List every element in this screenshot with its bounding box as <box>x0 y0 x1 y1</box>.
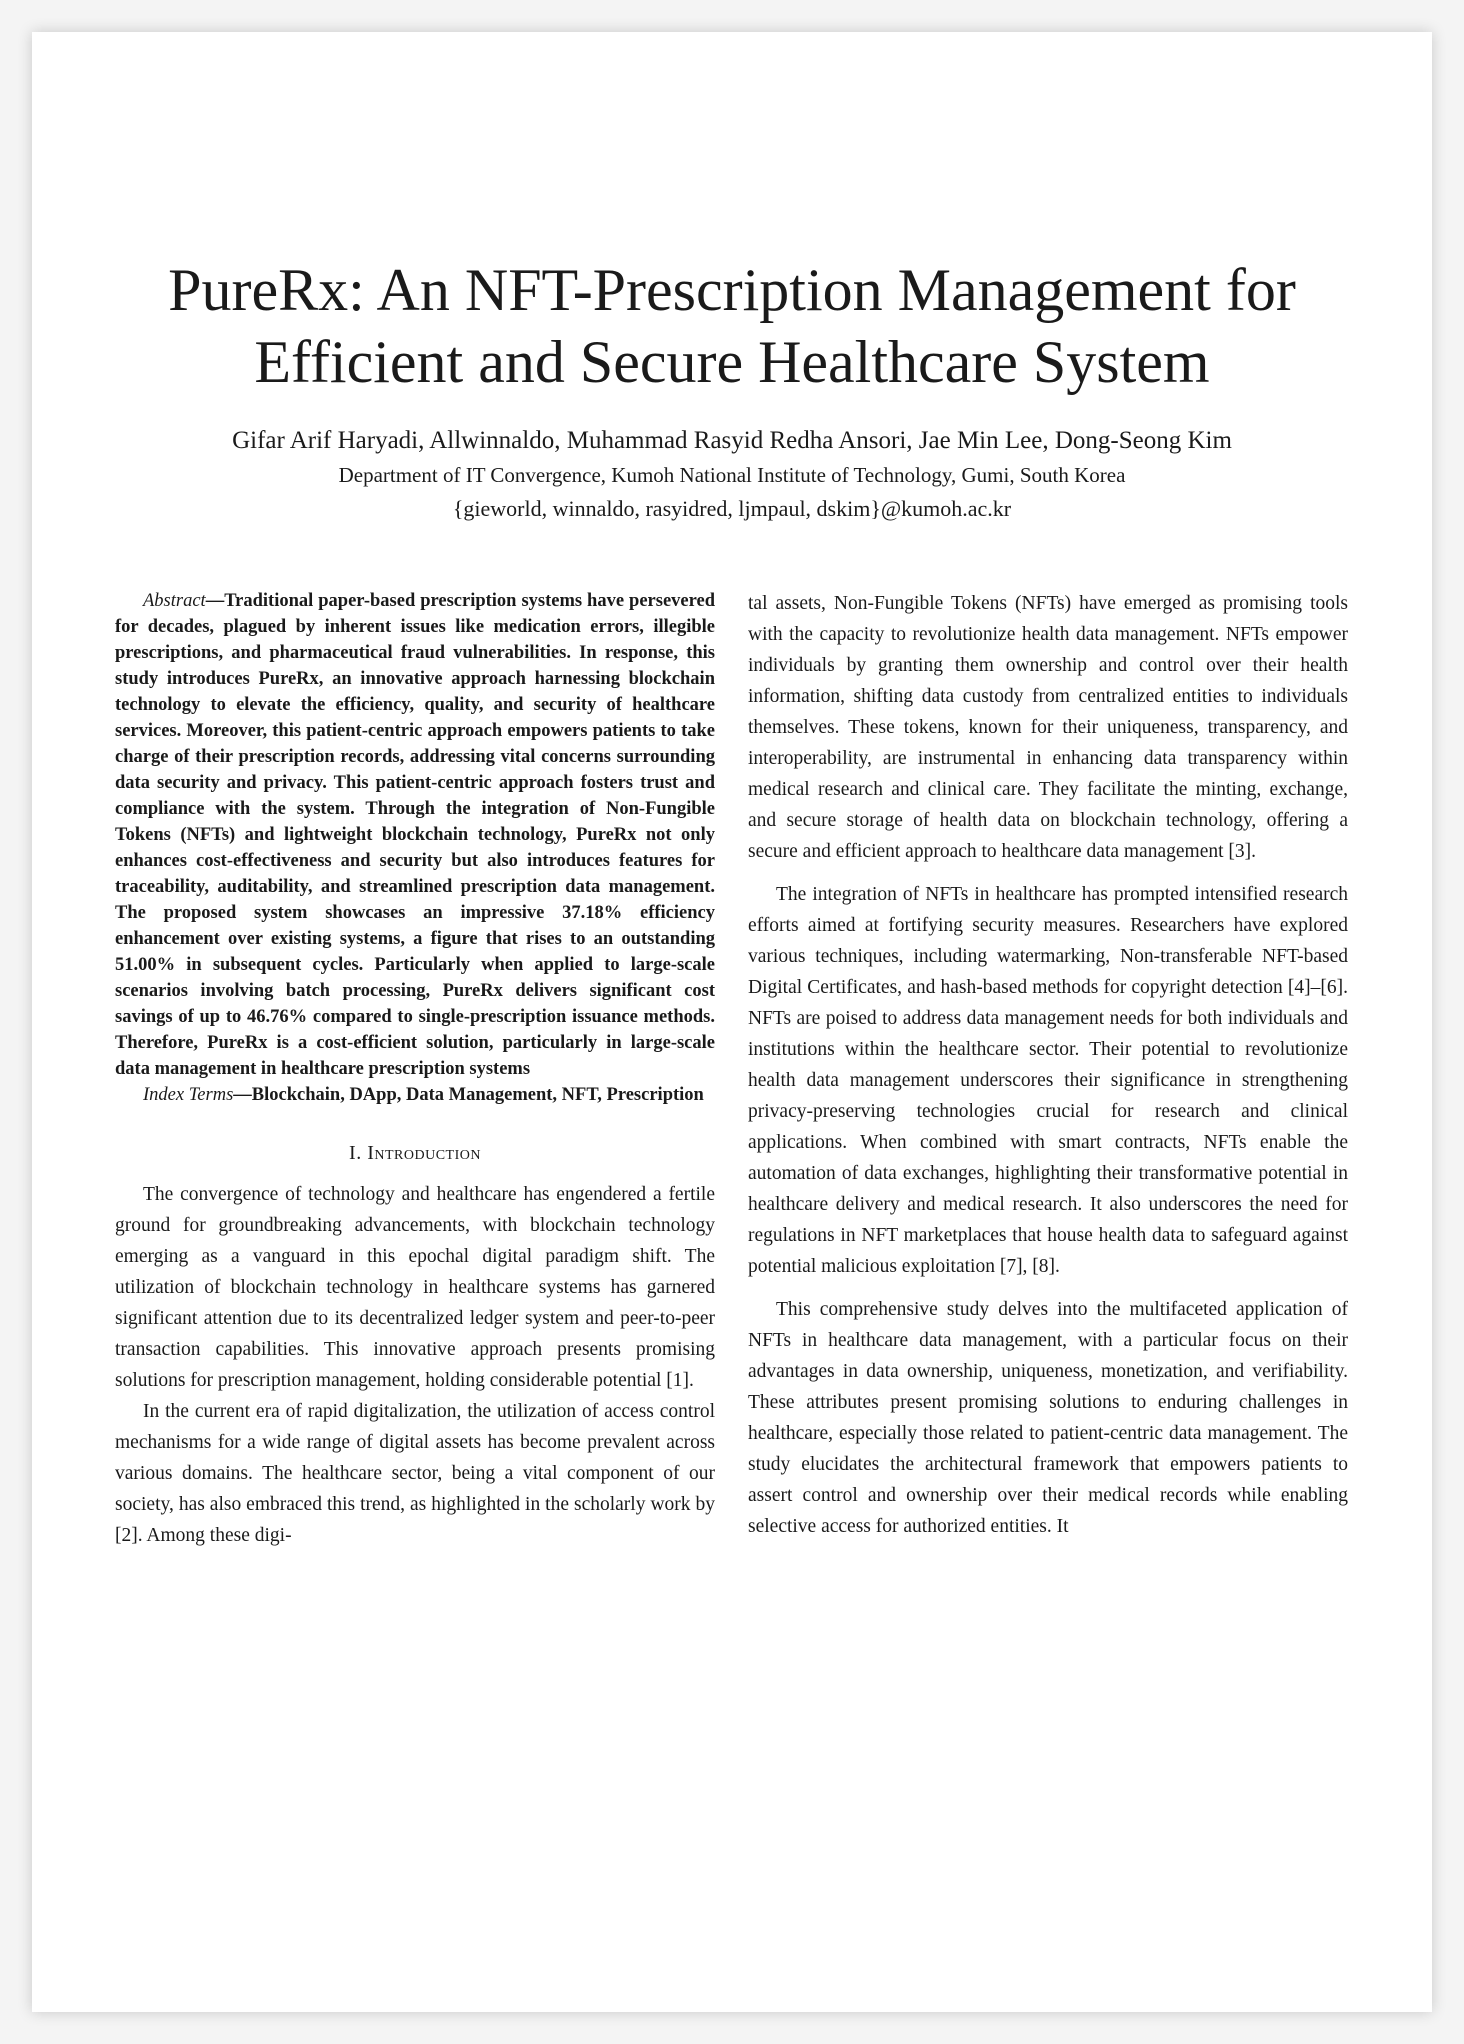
section-heading-introduction <box>115 1138 715 1169</box>
abstract <box>115 588 715 1082</box>
abstract-text: —Traditional paper-based prescription systems have persevered for decades, plagued by inherent issues like medication errors, illegible prescriptions, and pharmaceutical fraud vulnerabilities. In response, this study introduces PureRx, an innovative approach harnessing blockchain technology to elevate the efficiency, quality, and security of healthcare services. Moreover, this patient-centric approach empowers patients to take charge of their prescription records, addressing vital concerns surrounding data security and privacy. This patient-centric approach fosters trust and compliance with the system. Through the integration of Non-Fungible Tokens (NFTs) and lightweight blockchain technology, PureRx not only enhances cost-effectiveness and security but also introduces features for traceability, auditability, and streamlined prescription data management. The proposed system showcases an impressive 37.18% efficiency enhancement over existing systems, a figure that rises to an outstanding 51.00% in subsequent cycles. Particularly when applied to large-scale scenarios involving batch processing, PureRx delivers significant cost savings of up to 46.76% compared to single-prescription issuance methods. Therefore, PureRx is a cost-efficient solution, particularly in large-scale data management in healthcare prescription systems <box>115 591 715 1079</box>
paper-page <box>32 32 1432 2012</box>
index-terms <box>115 1082 715 1108</box>
section-number: I. <box>349 1142 362 1164</box>
index-terms-text: —Blockchain, DApp, Data Management, NFT, Prescription <box>233 1085 704 1105</box>
left-column <box>115 588 715 1551</box>
paper-title <box>92 254 1372 398</box>
title-line-2: Efficient and Secure Healthcare System <box>254 329 1210 395</box>
abstract-label: Abstract <box>143 591 206 611</box>
intro-paragraph-2-continued: tal assets, Non-Fungible Tokens (NFTs) have emerged as promising tools with the capacity to revolutionize health data management. NFTs empower individuals by granting them ownership and control over their health information, shifting data custody from centralized entities to individuals themselves. These tokens, known for their uniqueness, transparency, and interoperability, are instrumental in enhancing data transparency within medical research and clinical care. They facilitate the minting, exchange, and secure storage of health data on blockchain technology, offering a secure and efficient approach to healthcare data management [3]. <box>748 593 1348 862</box>
right-column <box>748 588 1348 1542</box>
intro-paragraph-3: The integration of NFTs in healthcare has prompted intensified research efforts aimed at fortifying security measures. Researchers have explored various techniques, including watermarking, Non-transferable NFT-based Digital Certificates, and hash-based methods for copyright detection [4]–[6]. NFTs are poised to address data management needs for both individuals and institutions within the healthcare sector. Their potential to revolutionize health data management underscores their significance in strengthening privacy-preserving technologies crucial for research and clinical applications. When combined with smart contracts, NFTs enable the automation of data exchanges, highlighting their transformative potential in healthcare delivery and medical research. It also underscores the need for regulations in NFT marketplaces that house health data to safeguard against potential malicious exploitation [7], [8]. <box>748 884 1348 1277</box>
author-list: Gifar Arif Haryadi, Allwinnaldo, Muhammad Rasyid Redha Ansori, Jae Min Lee, Dong-Seong Kim <box>232 427 1232 454</box>
affiliation: Department of IT Convergence, Kumoh National Institute of Technology, Gumi, South Korea <box>338 463 1126 487</box>
intro-paragraph-1: The convergence of technology and healthcare has engendered a fertile ground for groundbreaking advancements, with blockchain technology emerging as a vanguard in this epochal digital paradigm shift. The utilization of blockchain technology in healthcare systems has garnered significant attention due to its decentralized ledger system and peer-to-peer transaction capabilities. This innovative approach presents promising solutions for prescription management, holding considerable potential [1]. <box>115 1184 715 1391</box>
intro-paragraph-2: In the current era of rapid digitalization, the utilization of access control mechanisms for a wide range of digital assets has become prevalent across various domains. The healthcare sector, being a vital component of our society, has also embraced this trend, as highlighted in the scholarly work by [2]. Among these digi- <box>115 1401 715 1546</box>
section-title: Introduction <box>367 1142 481 1164</box>
author-emails: {gieworld, winnaldo, rasyidred, ljmpaul, dskim}@kumoh.ac.kr <box>452 496 1012 521</box>
intro-paragraph-4: This comprehensive study delves into the multifaceted application of NFTs in healthcare data management, with a particular focus on their advantages in data ownership, uniqueness, monetization, and verifiability. These attributes present promising solutions to enduring challenges in healthcare, especially those related to patient-centric data management. The study elucidates the architectural framework that empowers patients to assert control and ownership over their medical records while enabling selective access for authorized entities. It <box>748 1299 1348 1537</box>
title-line-1: PureRx: An NFT-Prescription Management for <box>168 257 1296 323</box>
index-terms-label: Index Terms <box>143 1085 234 1105</box>
